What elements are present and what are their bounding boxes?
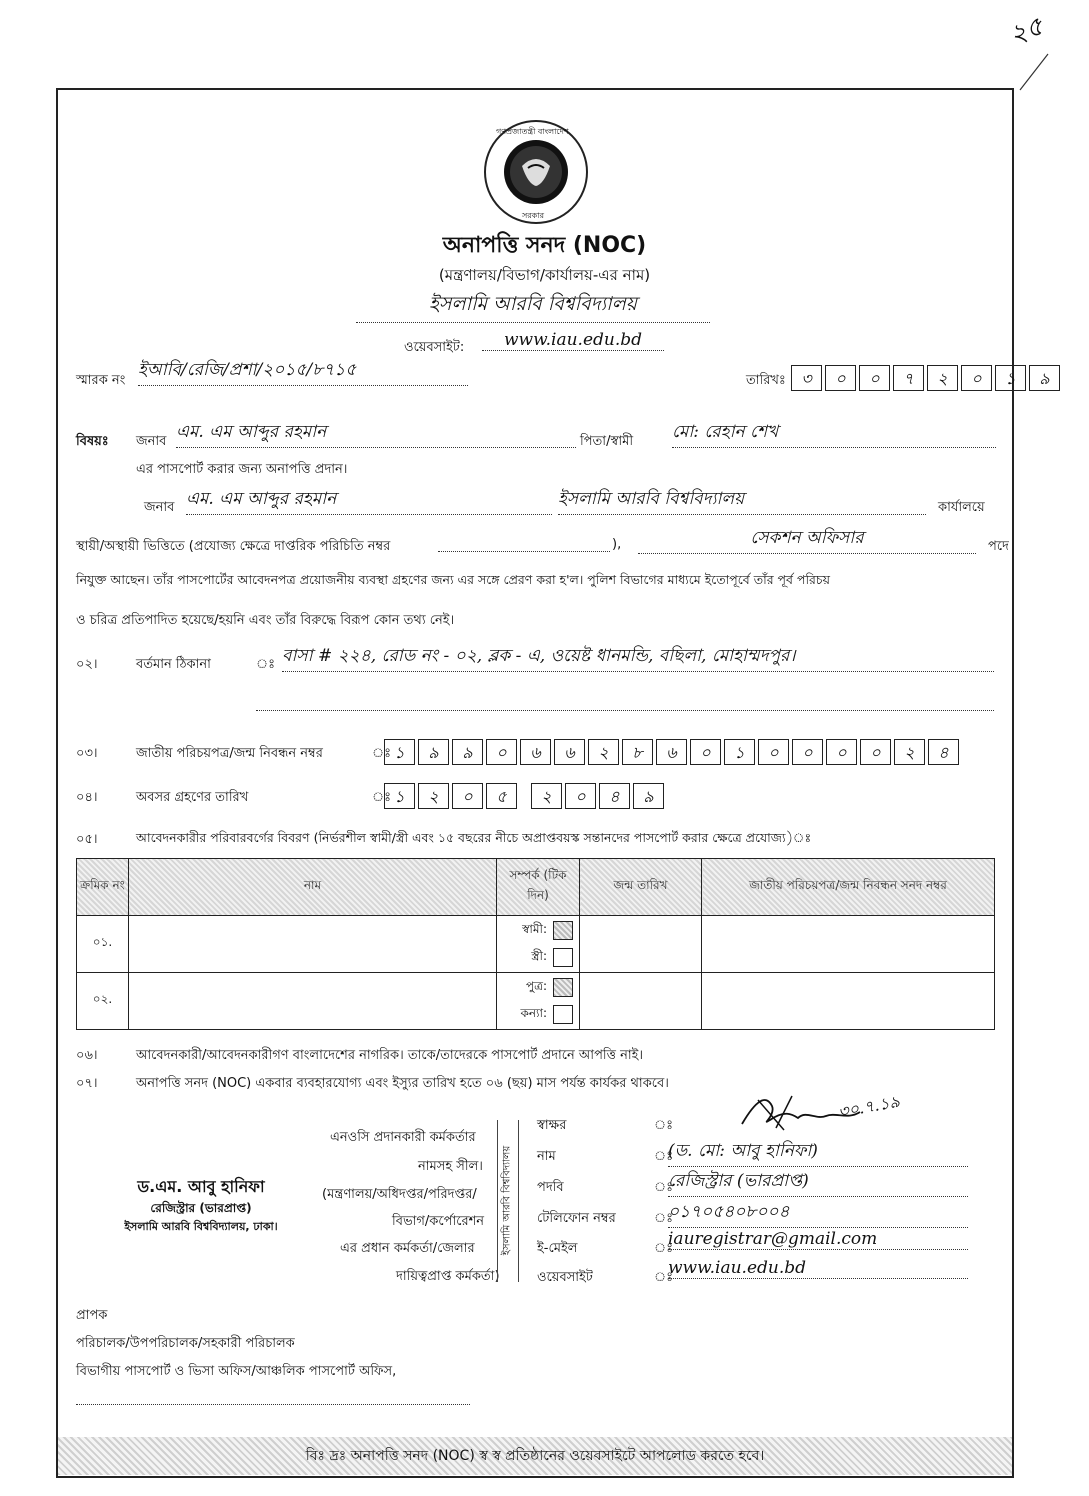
page-number-stroke: [1010, 52, 1050, 92]
col-dob: জন্ম তারিখ: [580, 859, 702, 916]
official-id-blank: [438, 537, 610, 552]
recipient-label: প্রাপক: [76, 1308, 108, 1323]
field-colon: ঃ: [654, 1241, 674, 1256]
father-value: মো: রেহান শেখ: [672, 419, 996, 448]
field-colon: ঃ: [654, 1118, 674, 1133]
signatory-name-value: (ড. মো: আবু হানিফা): [668, 1138, 968, 1167]
nid-digit: ৬: [554, 739, 585, 765]
memo-label: স্মারক নং: [76, 373, 126, 388]
field-label-name: নাম: [537, 1149, 556, 1164]
body-name-value: এম. এম আব্দুর রহমান: [186, 486, 552, 515]
seal-text-top: গণপ্রজাতন্ত্রী বাংলাদেশ: [496, 127, 569, 136]
field-colon: ঃ: [654, 1270, 674, 1285]
subject-name-value: এম. এম আব্দুর রহমান: [176, 419, 576, 448]
document-subtitle: (মন্ত্রণালয়/বিভাগ/কার্যালয়-এর নাম): [438, 266, 651, 284]
nid-digit: ০: [860, 739, 891, 765]
nid-digit: ৬: [656, 739, 687, 765]
recipient-line2: বিভাগীয় পাসপোর্ট ও ভিসা অফিস/আঞ্চলিক পাসপোর্ট অফিস,: [76, 1364, 397, 1379]
nid-digit: ৪: [928, 739, 959, 765]
item2-label: বর্তমান ঠিকানা: [136, 657, 211, 672]
retire-digit: ১: [384, 783, 415, 809]
stamp-name: ড.এম. আবু হানিফা: [137, 1177, 265, 1196]
retire-digit: ০: [565, 783, 596, 809]
signatory-left-line: এর প্রধান কর্মকর্তা/জেলার: [340, 1241, 475, 1256]
item4-label: অবসর গ্রহণের তারিখ: [136, 790, 249, 805]
address-value: বাসা # ২২৪, রোড নং - ০২, ব্লক - এ, ওয়েষ্ট ধানমন্ডি, বছিলা, মোহাম্মদপুর।: [282, 643, 994, 672]
designation-suffix: পদে: [988, 539, 1009, 554]
subject-label: বিষয়ঃ: [76, 434, 109, 449]
seal-text-bottom: সরকার: [522, 211, 545, 220]
website-value: www.iau.edu.bd: [482, 330, 664, 351]
note7-number: ০৭।: [76, 1076, 98, 1091]
government-seal: [482, 118, 590, 226]
date-digit: ০: [961, 365, 992, 391]
col-serial: ক্রমিক নং: [77, 859, 129, 916]
row-serial: ০২.: [77, 973, 129, 1030]
officer-stamp: [96, 1176, 306, 1246]
field-label-signature: স্বাক্ষর: [537, 1118, 567, 1133]
retire-digit: ৯: [633, 783, 664, 809]
document-title: অনাপত্তি সনদ (NOC): [442, 233, 647, 258]
field-label-phone: টেলিফোন নম্বর: [537, 1211, 616, 1226]
nid-digit: ৯: [452, 739, 483, 765]
signatory-designation-value: রেজিস্ট্রার (ভারপ্রাপ্ত): [668, 1168, 968, 1197]
item3-label: জাতীয় পরিচয়পত্র/জন্ম নিবন্ধন নম্বর: [136, 746, 323, 761]
row-name-cell: [129, 916, 497, 973]
memo-value: ইআবি/রেজি/প্রশা/২০১৫/৮৭১৫: [138, 357, 468, 386]
field-label-website: ওয়েবসাইট: [537, 1270, 593, 1285]
note7-text: অনাপত্তি সনদ (NOC) একবার ব্যবহারযোগ্য এবং ইস্যুর তারিখ হতে ০৬ (ছয়) মাস পর্যন্ত কার্যকর থাকবে।: [136, 1076, 669, 1091]
body-mr-label: জনাব: [144, 500, 175, 515]
designation-value: সেকশন অফিসার: [638, 525, 976, 554]
row-dob-cell: [580, 973, 702, 1030]
nid-digit: ৯: [418, 739, 449, 765]
date-digit: ১: [995, 365, 1026, 391]
relation-label: স্ত্রী:: [531, 948, 547, 963]
field-label-designation: পদবি: [537, 1180, 564, 1195]
address-line2-blank: [256, 698, 994, 711]
body-line2-mid: ),: [612, 537, 622, 552]
item4-colon: ঃ: [372, 790, 392, 805]
date-digit: ৭: [893, 365, 924, 391]
date-digit: ৯: [1029, 365, 1060, 391]
item4-number: ০৪।: [76, 790, 98, 805]
relation-label: পুত্র:: [525, 978, 547, 993]
page-number: ২৫: [1005, 11, 1048, 51]
signatory-left-line: বিভাগ/কর্পোরেশন: [392, 1214, 485, 1229]
recipient-line1: পরিচালক/উপপরিচালক/সহকারী পরিচালক: [76, 1336, 295, 1351]
vertical-stamp-text: ইসলামি আরবি বিশ্ববিদ্যালয়: [501, 1145, 513, 1256]
item5-label: আবেদনকারীর পরিবারবর্গের বিবরণ (নির্ভরশীল স্বামী/স্ত্রী এবং ১৫ বছরের নীচে অপ্রাপ্তবয়স্ক সন্তানদের পাসপোর্ট করার ক্ষেত্রে প্রযোজ্য)ঃ: [136, 830, 812, 845]
field-colon: ঃ: [654, 1211, 674, 1226]
date-label: তারিখঃ: [746, 373, 786, 388]
row-serial: ০১.: [77, 916, 129, 973]
note6-text: আবেদনকারী/আবেদনকারীগণ বাংলাদেশের নাগরিক। তাকে/তাদেরকে পাসপোর্ট প্রদানে আপত্তি নাই।: [136, 1048, 644, 1063]
nid-digit: ২: [894, 739, 925, 765]
father-label: পিতা/স্বামী: [580, 434, 634, 449]
row-dob-cell: [580, 916, 702, 973]
nid-digit: ৬: [520, 739, 551, 765]
signature-date: ৩০.৭.১৯: [836, 1091, 902, 1122]
row-name-cell: [129, 973, 497, 1030]
row-relation-cell: [497, 973, 580, 1030]
date-digit: ৩: [791, 365, 822, 391]
stamp-designation: রেজিস্ট্রার (ভারপ্রাপ্ত): [150, 1201, 252, 1215]
vertical-stamp: [497, 1120, 519, 1282]
retire-digit: ০: [452, 783, 483, 809]
field-colon: ঃ: [654, 1149, 674, 1164]
col-nid: জাতীয় পরিচয়পত্র/জন্ম নিবন্ধন সনদ নম্বর: [702, 859, 995, 916]
subject-mr-label: জনাব: [136, 434, 167, 449]
col-relation: সম্পর্ক (টিক দিন): [497, 859, 580, 916]
date-digit: ২: [927, 365, 958, 391]
item3-colon: ঃ: [372, 746, 392, 761]
nid-digit: ০: [792, 739, 823, 765]
footer-note-text: বিঃ দ্রঃ অনাপত্তি সনদ (NOC) স্ব স্ব প্রতিষ্ঠানের ওয়েবসাইটে আপলোড করতে হবে।: [305, 1448, 765, 1464]
husband-checkbox[interactable]: [553, 921, 573, 940]
body-office-value: ইসলামি আরবি বিশ্ববিদ্যালয়: [558, 486, 926, 515]
website-label: ওয়েবসাইট:: [404, 340, 465, 355]
date-digit: ০: [859, 365, 890, 391]
date-boxes: [791, 365, 1063, 391]
body-line2-prefix: স্থায়ী/অস্থায়ী ভিত্তিতে (প্রযোজ্য ক্ষেত্রে দাপ্তরিক পরিচিতি নম্বর: [76, 539, 391, 554]
signatory-left-line: দায়িত্বপ্রাপ্ত কর্মকর্তা): [396, 1269, 500, 1284]
signatory-left-line: (মন্ত্রণালয়/অধিদপ্তর/পরিদপ্তর/: [322, 1187, 477, 1202]
body-office-suffix: কার্যালয়ে: [938, 500, 985, 515]
son-checkbox[interactable]: [553, 978, 573, 997]
item2-colon: ঃ: [256, 657, 276, 672]
table-row: [77, 973, 995, 1030]
row-relation-cell: [497, 916, 580, 973]
field-label-email: ই-মেইল: [537, 1241, 578, 1256]
body-line4: ও চরিত্র প্রতিপাদিত হয়েছে/হয়নি এবং তাঁর বিরুদ্ধে বিরূপ কোন তথ্য নেই।: [76, 613, 455, 628]
footer-note: [58, 1437, 1012, 1475]
item5-number: ০৫।: [76, 832, 98, 847]
nid-boxes: [384, 739, 962, 765]
relation-label: স্বামী:: [522, 921, 547, 936]
retire-digit: ২: [418, 783, 449, 809]
nid-digit: ০: [690, 739, 721, 765]
retirement-date-boxes: [384, 783, 667, 809]
nid-digit: ০: [486, 739, 517, 765]
retire-digit: ৪: [599, 783, 630, 809]
nid-digit: ১: [384, 739, 415, 765]
field-colon: ঃ: [654, 1180, 674, 1195]
office-name: ইসলামি আরবি বিশ্ববিদ্যালয়: [356, 290, 710, 323]
retire-digit: ২: [531, 783, 562, 809]
table-row: [77, 916, 995, 973]
signatory-left-line: নামসহ সীল।: [418, 1159, 483, 1174]
body-line3: নিযুক্ত আছেন। তাঁর পাসপোর্টের আবেদনপত্র প্রয়োজনীয় ব্যবস্থা গ্রহণের জন্য এর সঙ্গে প্রেরণ করা হ'ল। পুলিশ বিভাগের মাধ্যমে ইতোপূর্বে তাঁর পূর্ব পরিচয়: [76, 572, 831, 587]
nid-digit: ০: [758, 739, 789, 765]
retire-digit: ৫: [486, 783, 517, 809]
row-nid-cell: [702, 973, 995, 1030]
family-table: [76, 858, 995, 1030]
nid-digit: ০: [826, 739, 857, 765]
signatory-email-value: iauregistrar@gmail.com: [668, 1229, 968, 1250]
daughter-checkbox[interactable]: [553, 1005, 573, 1024]
item3-number: ০৩।: [76, 746, 98, 761]
recipient-address-blank: [76, 1392, 470, 1405]
nid-digit: ৮: [622, 739, 653, 765]
row-nid-cell: [702, 916, 995, 973]
relation-label: কন্যা:: [520, 1005, 547, 1020]
col-name: নাম: [129, 859, 497, 916]
date-digit: ০: [825, 365, 856, 391]
signatory-phone-value: ০১৭০৫৪০৮০০৪: [668, 1199, 968, 1228]
subject-line2: এর পাসপোর্ট করার জন্য অনাপত্তি প্রদান।: [136, 462, 348, 477]
signatory-left-line: এনওসি প্রদানকারী কর্মকর্তার: [330, 1130, 476, 1145]
signatory-website-value: www.iau.edu.bd: [668, 1258, 968, 1279]
nid-digit: ২: [588, 739, 619, 765]
wife-checkbox[interactable]: [553, 948, 573, 967]
nid-digit: ১: [724, 739, 755, 765]
note6-number: ০৬।: [76, 1048, 98, 1063]
stamp-institution: ইসলামি আরবি বিশ্ববিদ্যালয়, ঢাকা।: [124, 1220, 278, 1233]
item2-number: ০২।: [76, 657, 98, 672]
